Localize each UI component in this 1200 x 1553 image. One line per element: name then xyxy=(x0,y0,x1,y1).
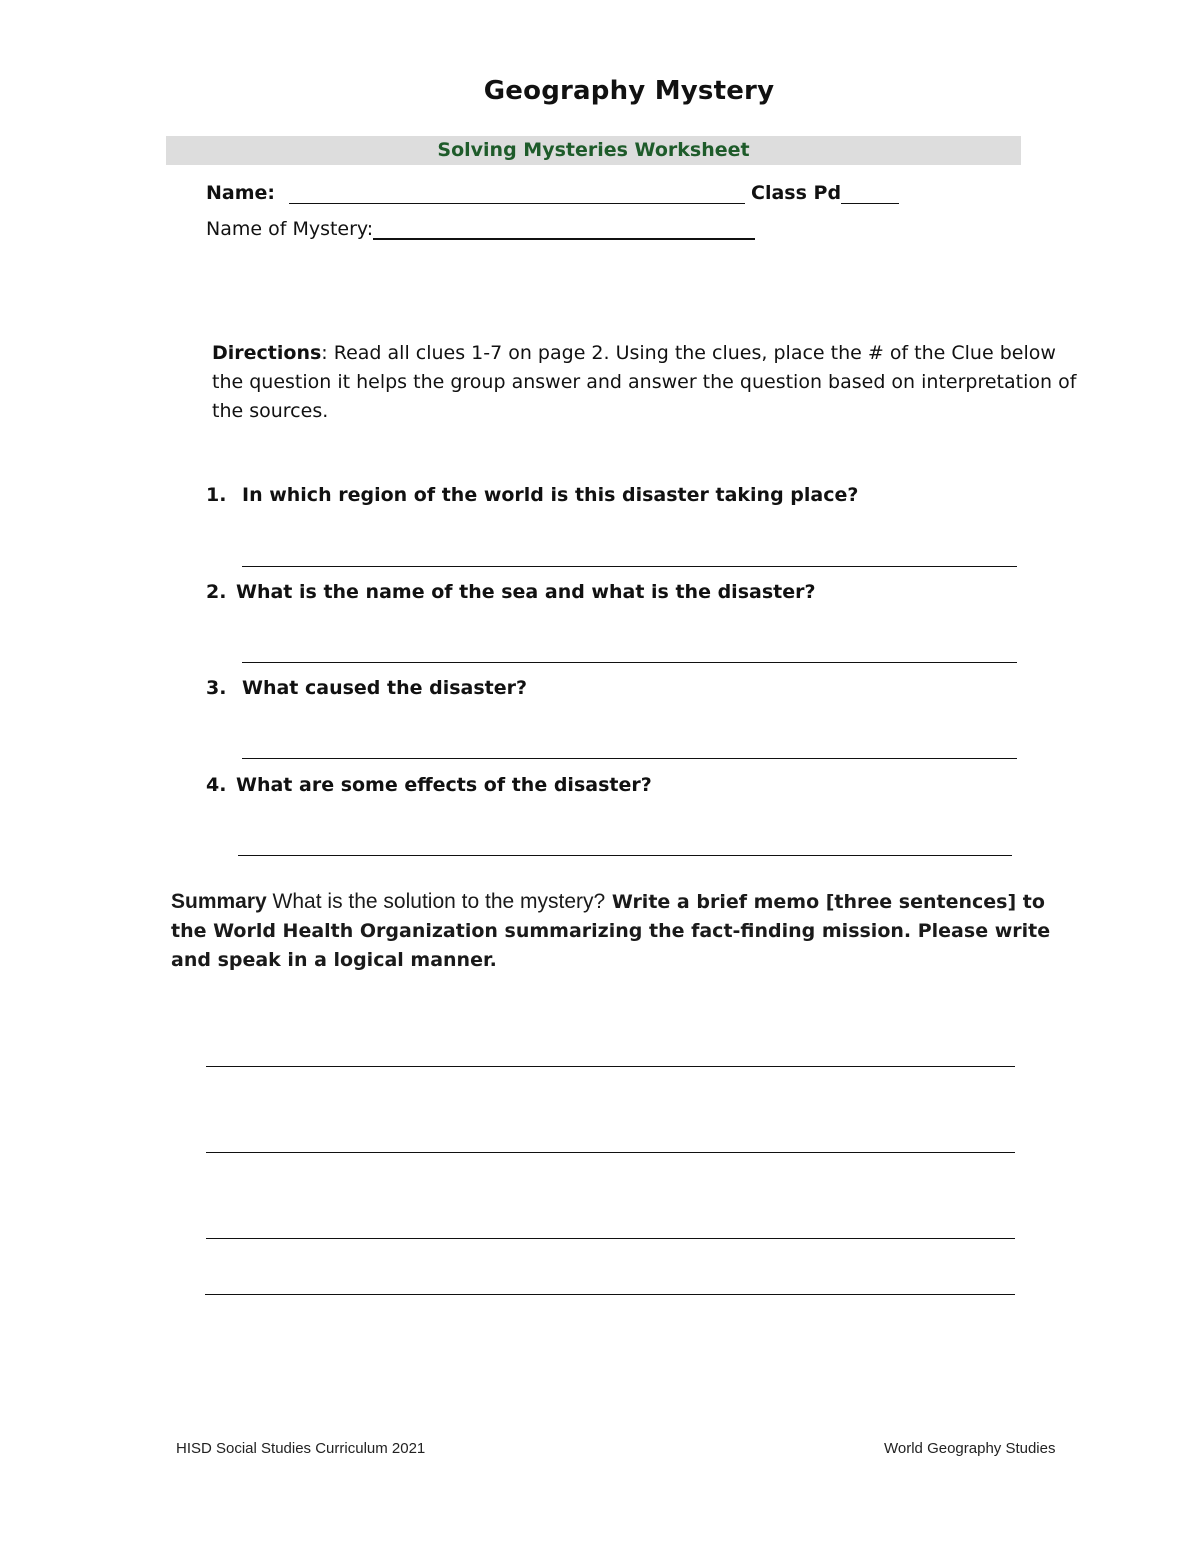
page-title: Geography Mystery xyxy=(483,76,775,106)
directions-paragraph xyxy=(212,339,1092,426)
summary-line-4[interactable] xyxy=(205,1294,1015,1295)
directions-lead: Directions xyxy=(212,342,322,364)
question-number: 4. xyxy=(206,774,227,796)
mystery-name-label: Name of Mystery: xyxy=(206,218,374,240)
question-number: 3. xyxy=(206,677,227,699)
directions-text: : Read all clues 1-7 on page 2. Using the clues, place the # of the Clue below the question it helps the group answer and answer the question based on interpretation of the sources. xyxy=(212,342,1077,422)
answer-line-2[interactable] xyxy=(242,662,1017,663)
footer-right: World Geography Studies xyxy=(884,1440,1056,1457)
question-4 xyxy=(206,774,652,796)
name-label: Name: xyxy=(206,182,276,204)
name-class-row xyxy=(206,181,899,204)
summary-line-1[interactable] xyxy=(206,1066,1015,1067)
worksheet-subtitle: Solving Mysteries Worksheet xyxy=(437,139,750,161)
question-1 xyxy=(206,484,858,506)
answer-line-1[interactable] xyxy=(242,566,1017,567)
summary-question: What is the solution to the mystery? xyxy=(266,890,606,913)
mystery-name-blank[interactable] xyxy=(373,216,755,240)
footer-left: HISD Social Studies Curriculum 2021 xyxy=(176,1440,426,1457)
question-number: 2. xyxy=(206,581,227,603)
summary-paragraph xyxy=(171,887,1071,975)
answer-line-4[interactable] xyxy=(238,855,1012,856)
answer-line-3[interactable] xyxy=(242,758,1017,759)
question-3 xyxy=(206,677,527,699)
summary-lead: Summary xyxy=(171,890,267,913)
name-blank[interactable] xyxy=(289,181,745,204)
question-text: What is the name of the sea and what is the disaster? xyxy=(236,581,816,603)
mystery-name-row xyxy=(206,216,755,240)
question-text: What are some effects of the disaster? xyxy=(236,774,652,796)
summary-text: Write a brief memo [three sentences] to the World Health Organization summarizing the fact-finding mission. Please write and speak in a logical manner. xyxy=(171,891,1051,971)
summary-line-2[interactable] xyxy=(206,1152,1015,1153)
class-period-label: Class Pd xyxy=(751,182,842,204)
question-number: 1. xyxy=(206,484,227,506)
question-text: In which region of the world is this disaster taking place? xyxy=(242,484,859,506)
subtitle-banner xyxy=(166,136,1021,165)
class-period-blank[interactable] xyxy=(841,181,899,204)
question-2 xyxy=(206,581,816,603)
summary-line-3[interactable] xyxy=(206,1238,1015,1239)
question-text: What caused the disaster? xyxy=(242,677,528,699)
